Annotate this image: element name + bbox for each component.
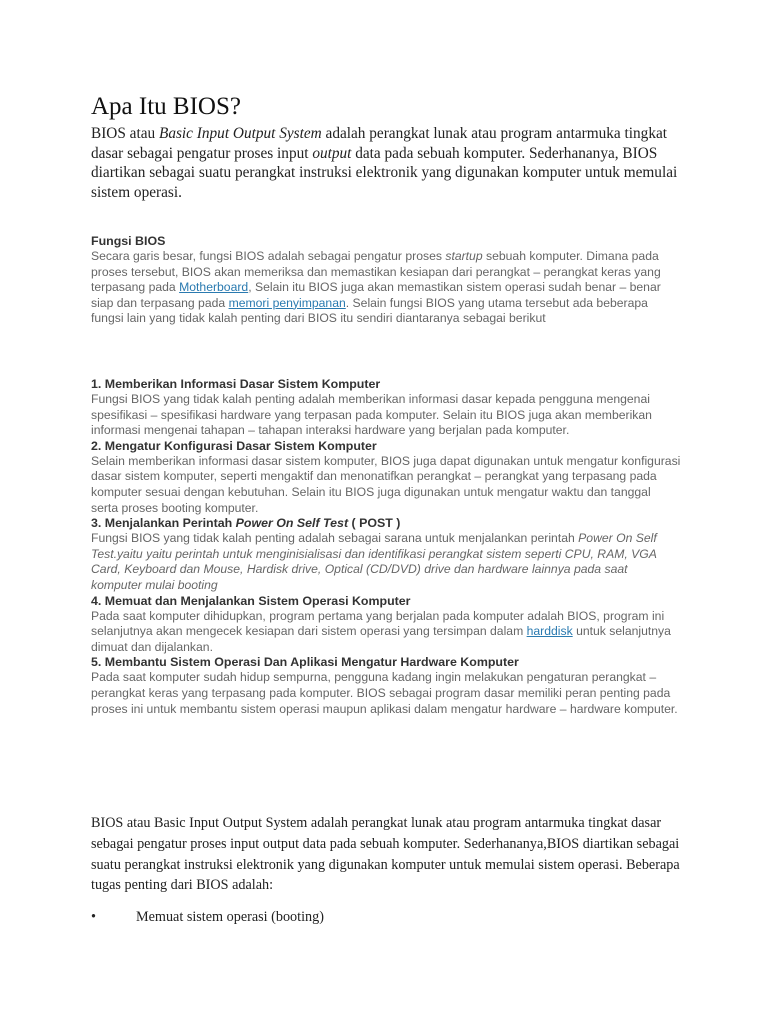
fungsi-emphasis-startup: startup [445,249,483,263]
item-5-body: Pada saat komputer sudah hidup sempurna, pengguna kadang ingin melakukan pengaturan perangkat – perangkat keras yang terpasang pada komputer. BIOS sebagai program dasar memiliki peran penting pada proses ini untuk membantu sistem operasi maupun aplikasi dalam mengatur hardware – hardware komputer. [91,670,678,716]
harddisk-link[interactable]: harddisk [526,624,573,639]
item-3-body-emphasis: Power On Self Test.yaitu yaitu perintah untuk menginisialisasi dan identifikasi perangkat sistem seperti CPU, RAM, VGA Card, Keyboard dan Mouse, Hardisk drive, Optical (CD/DVD) drive dan hardware lainnya pada saat komputer mulai booting [91,531,657,592]
intro-emphasis-output: output [312,144,352,162]
item-3-body [91,531,681,593]
intro-paragraph [91,124,691,202]
page-title: Apa Itu BIOS? [91,93,241,120]
item-4-heading: 4. Memuat dan Menjalankan Sistem Operasi Komputer [91,593,411,608]
intro-emphasis-bios: Basic Input Output System [158,125,322,142]
item-3-body-text: Fungsi BIOS yang tidak kalah penting adalah sebagai sarana untuk menjalankan perintah [91,531,579,546]
bullet-symbol: • [91,909,96,925]
item-3-heading-emphasis: Power On Self Test [235,516,349,531]
fungsi-text-2: sebuah komputer. Dimana pada proses tersebut, BIOS akan memeriksa dan memastikan kesiapan dari perangkat – perangkat keras yang terpasang pada [91,249,661,295]
item-4-body-text-b: untuk selanjutnya dimuat dan dijalankan. [91,624,671,654]
bottom-paragraph: BIOS atau Basic Input Output System adalah perangkat lunak atau program antarmuka tingkat dasar sebagai pengatur proses input output data pada sebuah komputer. Sederhananya,BIOS diartikan sebagai suatu perangkat instruksi elektronik yang digunakan komputer untuk memulai sistem operasi. Beberapa tugas penting dari BIOS adalah: [91,815,680,894]
fungsi-text-4: . Selain fungsi BIOS yang utama tersebut ada beberapa fungsi lain yang tidak kalah penting dari BIOS itu sendiri diantaranya sebagai berikut [91,295,648,326]
fungsi-list [91,377,681,717]
item-2-heading: 2. Mengatur Konfigurasi Dasar Sistem Komputer [91,438,377,453]
item-4-body-text-a: Pada saat komputer dihidupkan, program pertama yang berjalan pada komputer adalah BIOS, program ini selanjutnya akan mengecek kesiapan dari sistem operasi yang tersimpan dalam [91,608,665,639]
item-3-heading-text-b: ( POST ) [348,516,401,531]
item-1-heading: 1. Memberikan Informasi Dasar Sistem Komputer [91,377,381,391]
item-1-body: Fungsi BIOS yang tidak kalah penting adalah memberikan informasi dasar kepada pengguna mengenai spesifikasi – spesifikasi hardware yang terpasan pada komputer. Selain itu BIOS juga akan memberikan informasi mengenai tahapan – tahapan interaksi hardware yang berjalan pada komputer. [91,392,652,438]
intro-text-2: adalah perangkat lunak atau program antarmuka tingkat dasar sebagai pengatur proses input [91,125,668,162]
fungsi-paragraph [91,249,681,327]
bullet-item-text: Memuat sistem operasi (booting) [136,909,324,925]
item-3-heading [91,516,681,531]
fungsi-text-3: , Selain itu BIOS juga akan memastikan sistem operasi sudah benar – benar siap dan terpasang pada [91,280,661,310]
fungsi-heading: Fungsi BIOS [91,234,166,248]
item-4-body [91,609,681,656]
fungsi-text-1: Secara garis besar, fungsi BIOS adalah sebagai pengatur proses [91,249,446,263]
intro-text-3: data pada sebuah komputer. Sederhananya, BIOS diartikan sebagai suatu perangkat instruksi elektronik yang digunakan komputer untuk memulai sistem operasi. [91,144,678,201]
item-2-body: Selain memberikan informasi dasar sistem komputer, BIOS juga dapat digunakan untuk mengatur konfigurasi dasar sistem komputer, seperti mengaktif dan menonatifkan perangkat – perangkat yang terpasang pada komputer sesuai dengan kebutuhan. Selain itu BIOS juga digunakan untuk mengatur waktu dan tanggal serta proses booting komputer. [91,453,681,515]
item-5-heading: 5. Membantu Sistem Operasi Dan Aplikasi Mengatur Hardware Komputer [91,655,519,670]
intro-text-1: BIOS atau [91,125,159,142]
fungsi-section [91,234,681,327]
item-3-heading-text-a: 3. Menjalankan Perintah [91,516,236,531]
motherboard-link[interactable]: Motherboard [179,280,249,295]
memori-penyimpanan-link[interactable]: memori penyimpanan [228,295,346,310]
